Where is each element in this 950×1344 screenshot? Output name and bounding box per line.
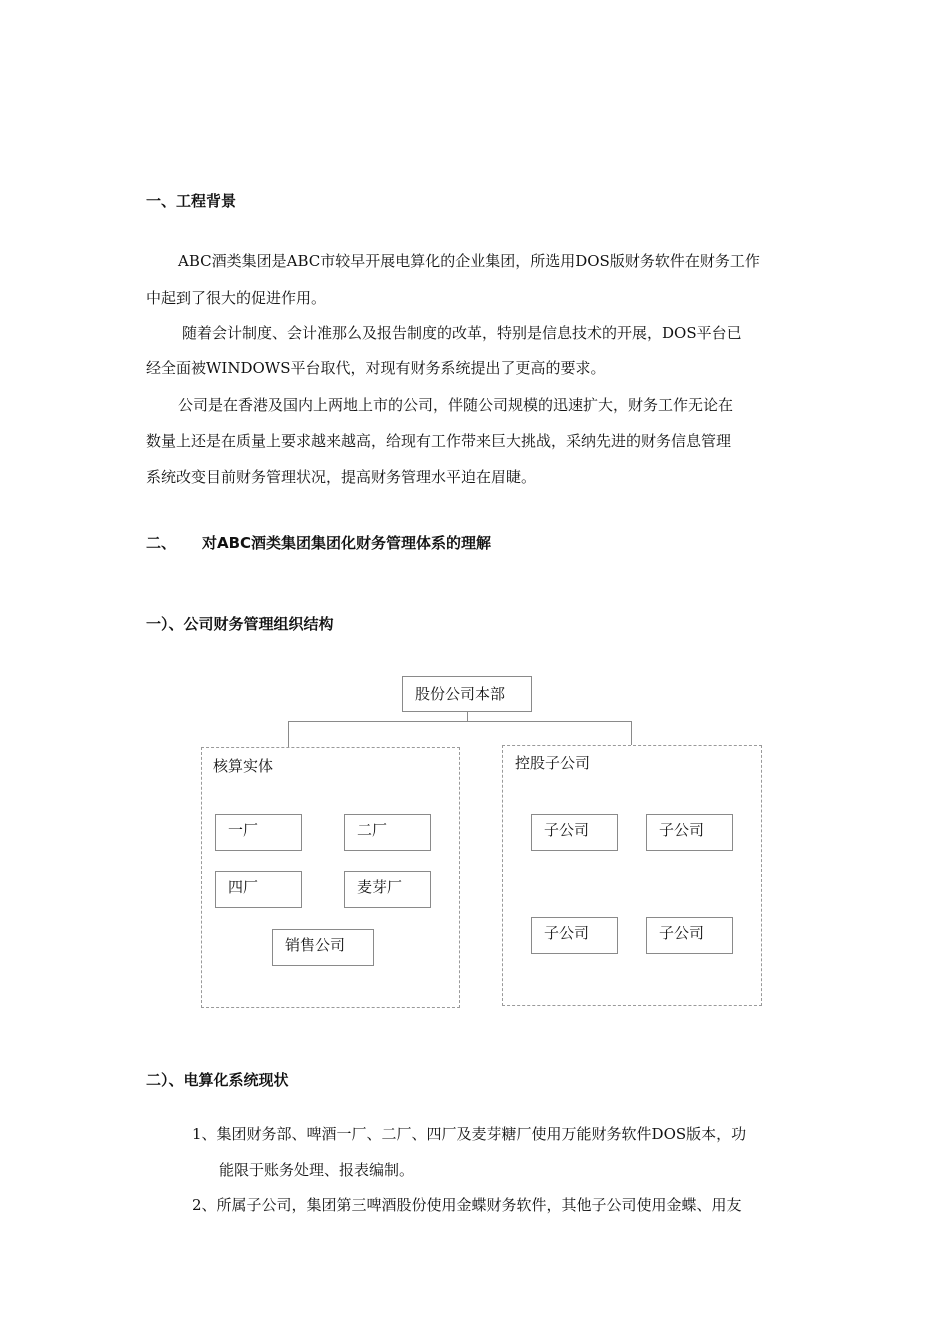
- subsection-1-heading: 一）、公司财务管理组织结构: [146, 615, 334, 633]
- org-root-box: 股份公司本部: [402, 676, 532, 712]
- org-connector-horizontal: [288, 721, 632, 722]
- section-1-heading: 一、工程背景: [146, 192, 237, 210]
- paragraph-3-line-3: 系统改变目前财务管理状况，提高财务管理水平迫在眉睫。: [146, 468, 537, 486]
- subsidiary-box: 子公司: [646, 917, 733, 954]
- paragraph-3-line-1: 公司是在香港及国内上两地上市的公司，伴随公司规模的迅速扩大，财务工作无论在: [178, 396, 734, 414]
- paragraph-2-line-1: 随着会计制度、会计准那么及报告制度的改革，特别是信息技术的开展，DOS平台已: [182, 324, 742, 342]
- paragraph-2-line-2: 经全面被WINDOWS平台取代，对现有财务系统提出了更高的要求。: [146, 359, 606, 377]
- unit-box-malt-factory: 麦芽厂: [344, 871, 431, 908]
- paragraph-1-line-1: ABC酒类集团是ABC市较早开展电算化的企业集团，所选用DOS版财务软件在财务工作: [178, 252, 760, 270]
- unit-box-factory-2: 二厂: [344, 814, 431, 851]
- org-connector-root: [467, 712, 468, 721]
- list-item-1-line-2: 能限于账务处理、报表编制。: [219, 1161, 415, 1179]
- unit-box-sales-company: 销售公司: [272, 929, 374, 966]
- unit-box-factory-4: 四厂: [215, 871, 302, 908]
- holding-subsidiaries-label: 控股子公司: [515, 754, 591, 772]
- list-item-2-line-1: 2、所属子公司，集团第三啤酒股份使用金蝶财务软件，其他子公司使用金蝶、用友: [192, 1196, 742, 1214]
- unit-box-factory-1: 一厂: [215, 814, 302, 851]
- section-2-number: 二、: [146, 534, 177, 552]
- subsidiary-box: 子公司: [531, 814, 618, 851]
- section-2-heading: 对ABC酒类集团集团化财务管理体系的理解: [202, 534, 492, 552]
- org-connector-right: [631, 721, 632, 745]
- paragraph-1-line-2: 中起到了很大的促进作用。: [146, 289, 327, 307]
- paragraph-3-line-2: 数量上还是在质量上要求越来越高，给现有工作带来巨大挑战，采纳先进的财务信息管理: [146, 432, 732, 450]
- list-item-1-line-1: 1、集团财务部、啤酒一厂、二厂、四厂及麦芽糖厂使用万能财务软件DOS版本，功: [192, 1125, 747, 1143]
- subsection-2-heading: 二）、电算化系统现状: [146, 1071, 289, 1089]
- subsidiary-box: 子公司: [531, 917, 618, 954]
- holding-subsidiaries-group: [502, 745, 762, 1006]
- org-connector-left: [288, 721, 289, 747]
- subsidiary-box: 子公司: [646, 814, 733, 851]
- accounting-entities-label: 核算实体: [213, 757, 274, 775]
